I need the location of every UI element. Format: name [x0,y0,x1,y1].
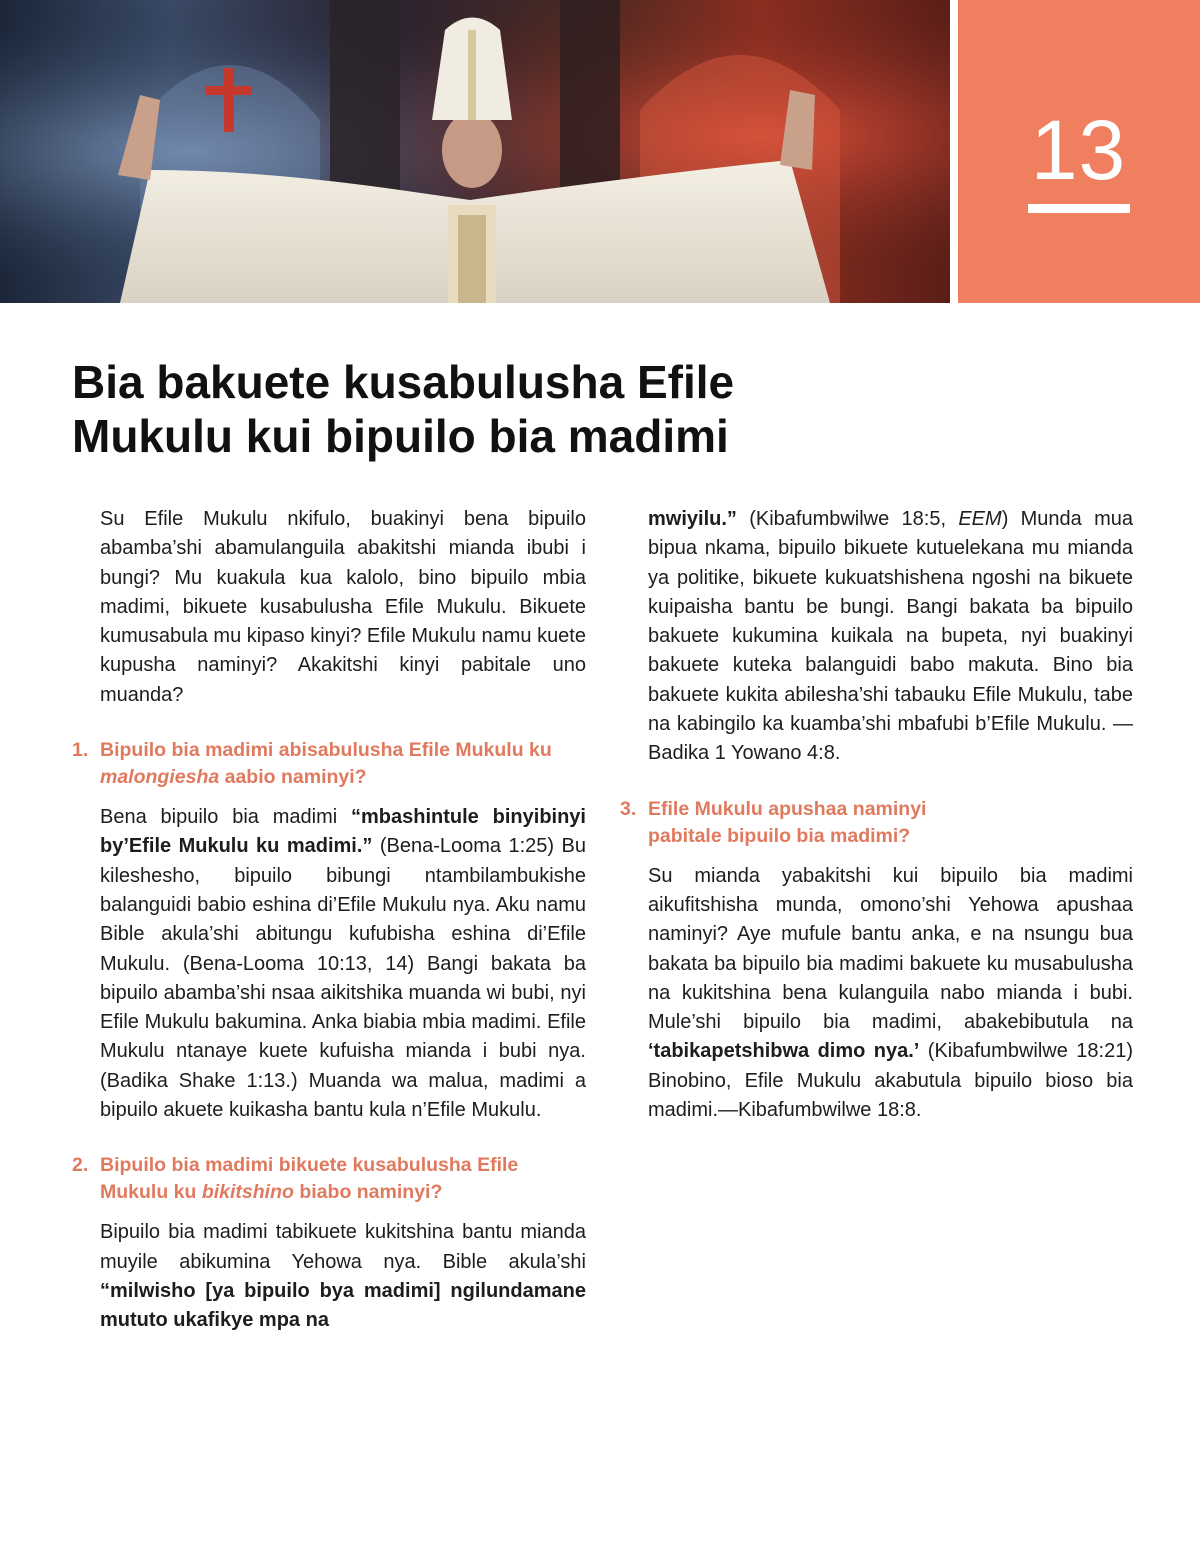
bold-quote-part-1: “milwisho [ya bipuilo bya madimi] ngilundamane mututo ukafikye mpa na [100,1279,586,1332]
question-text: Efile Mukulu apushaa naminyi pabitale bipuilo bia madimi? [648,797,927,847]
answer-paragraph-2-start: Bipuilo bia madimi tabikuete kukitshina bantu mianda muyile abikumina Yehowa nya. Bible akula’shi “milwisho [ya bipuilo bya madimi] ngilundamane mututo ukafikye mpa na [100,1221,586,1332]
right-column [620,505,1133,1125]
bold-quote-part-2: mwiyilu.” [648,508,737,530]
answer-paragraph-3: Su mianda yabakitshi kui bipuilo bia madimi aikufitshisha munda, omono’shi Yehowa apushaa naminyi? Aye mufule bantu anka, e na nsungu bua bakata ba bipuilo bia madimi bakuete ku musabulusha na kukitshina bena kulanguila nabo mianda i bubi. Mule’shi bipuilo bia madimi, abakebibutula na ‘tabikapetshibwa dimo nya.’ (Kibafumbwilwe 18:21) Binobino, Efile Mukulu akabutula bipuilo bioso bia madimi.—Kibafumbwilwe 18:8. [648,864,1133,1122]
question-1 [72,737,586,791]
question-text: Bipuilo bia madimi bikuete kusabulusha Efile Mukulu ku bikitshino biabo naminyi? [100,1154,519,1204]
chapter-number: 13 [1030,103,1127,197]
page-title [72,355,892,463]
question-number: 1. [72,739,89,762]
answer-paragraph-1: Bena bipuilo bia madimi “mbashintule binyibinyi by’Efile Mukulu ku madimi.” (Bena-Looma 1:25) Bu kileshesho, bipuilo bibungi ntambilambukishe balanguidi babio eshina di’Efile Mukulu nya. Aku namu Bible akula’shi abitungu kufubisha eshina di’Efile Mukulu. (Bena-Looma 10:13, 14) Bangi bakata ba bipuilo abamba’shi nsaa aikitshika muanda wi bubi, nyi Efile Mukulu bakumina. Anka biabia mbia madimi. Efile Mukulu ntanaye kuete kufuisha mianda i bubi nya. (Badika Shake 1:13.) Muanda wa malua, madimi a bipuilo akuete kuikasha bantu kula n’Efile Mukulu. [100,806,586,1122]
question-2 [72,1152,586,1206]
title-line-1: Bia bakuete kusabulusha Efile [72,356,735,408]
religious-leader-icon [0,0,950,303]
hero-image [0,0,950,303]
chapter-badge [958,0,1200,303]
intro-paragraph: Su Efile Mukulu nkifulo, buakinyi bena bipuilo abamba’shi abamulanguila abakitshi mianda ibubi i bungi? Mu kuakula kua kalolo, bino bipuilo mbia madimi, bikuete kusabulusha Efile Mukulu. Bikuete kumusabula mu kipaso kinyi? Efile Mukulu namu kuete kupusha naminyi? Akakitshi kinyi pabitale uno muanda? [100,508,586,706]
question-number: 3. [620,797,637,820]
question-text: Bipuilo bia madimi abisabulusha Efile Mukulu ku malongiesha aabio naminyi? [100,739,552,789]
left-column [72,505,586,1336]
title-line-2: Mukulu kui bipuilo bia madimi [72,410,729,462]
chapter-rule [1028,204,1130,213]
answer-paragraph-2-continued: mwiyilu.” (Kibafumbwilwe 18:5, EEM) Munda mua bipua nkama, bipuilo bikuete kutuelekana mu mianda ya politike, bikuete kukuatshishena ngoshi na bikuete kuipaisha bantu be bungi. Bangi bakata ba bipuilo bakuete kukumina kuikala na bupeta, nyi buakinyi bakuete kuteka balanguidi babo makuta. Bino bia bakuete kukita abilesha’shi tabauku Efile Mukulu, tabe na kabingilo ka kuamba’shi mbafubi b’Efile Mukulu. —Badika 1 Yowano 4:8. [648,508,1134,765]
question-number: 2. [72,1154,89,1177]
question-3 [620,796,1133,850]
